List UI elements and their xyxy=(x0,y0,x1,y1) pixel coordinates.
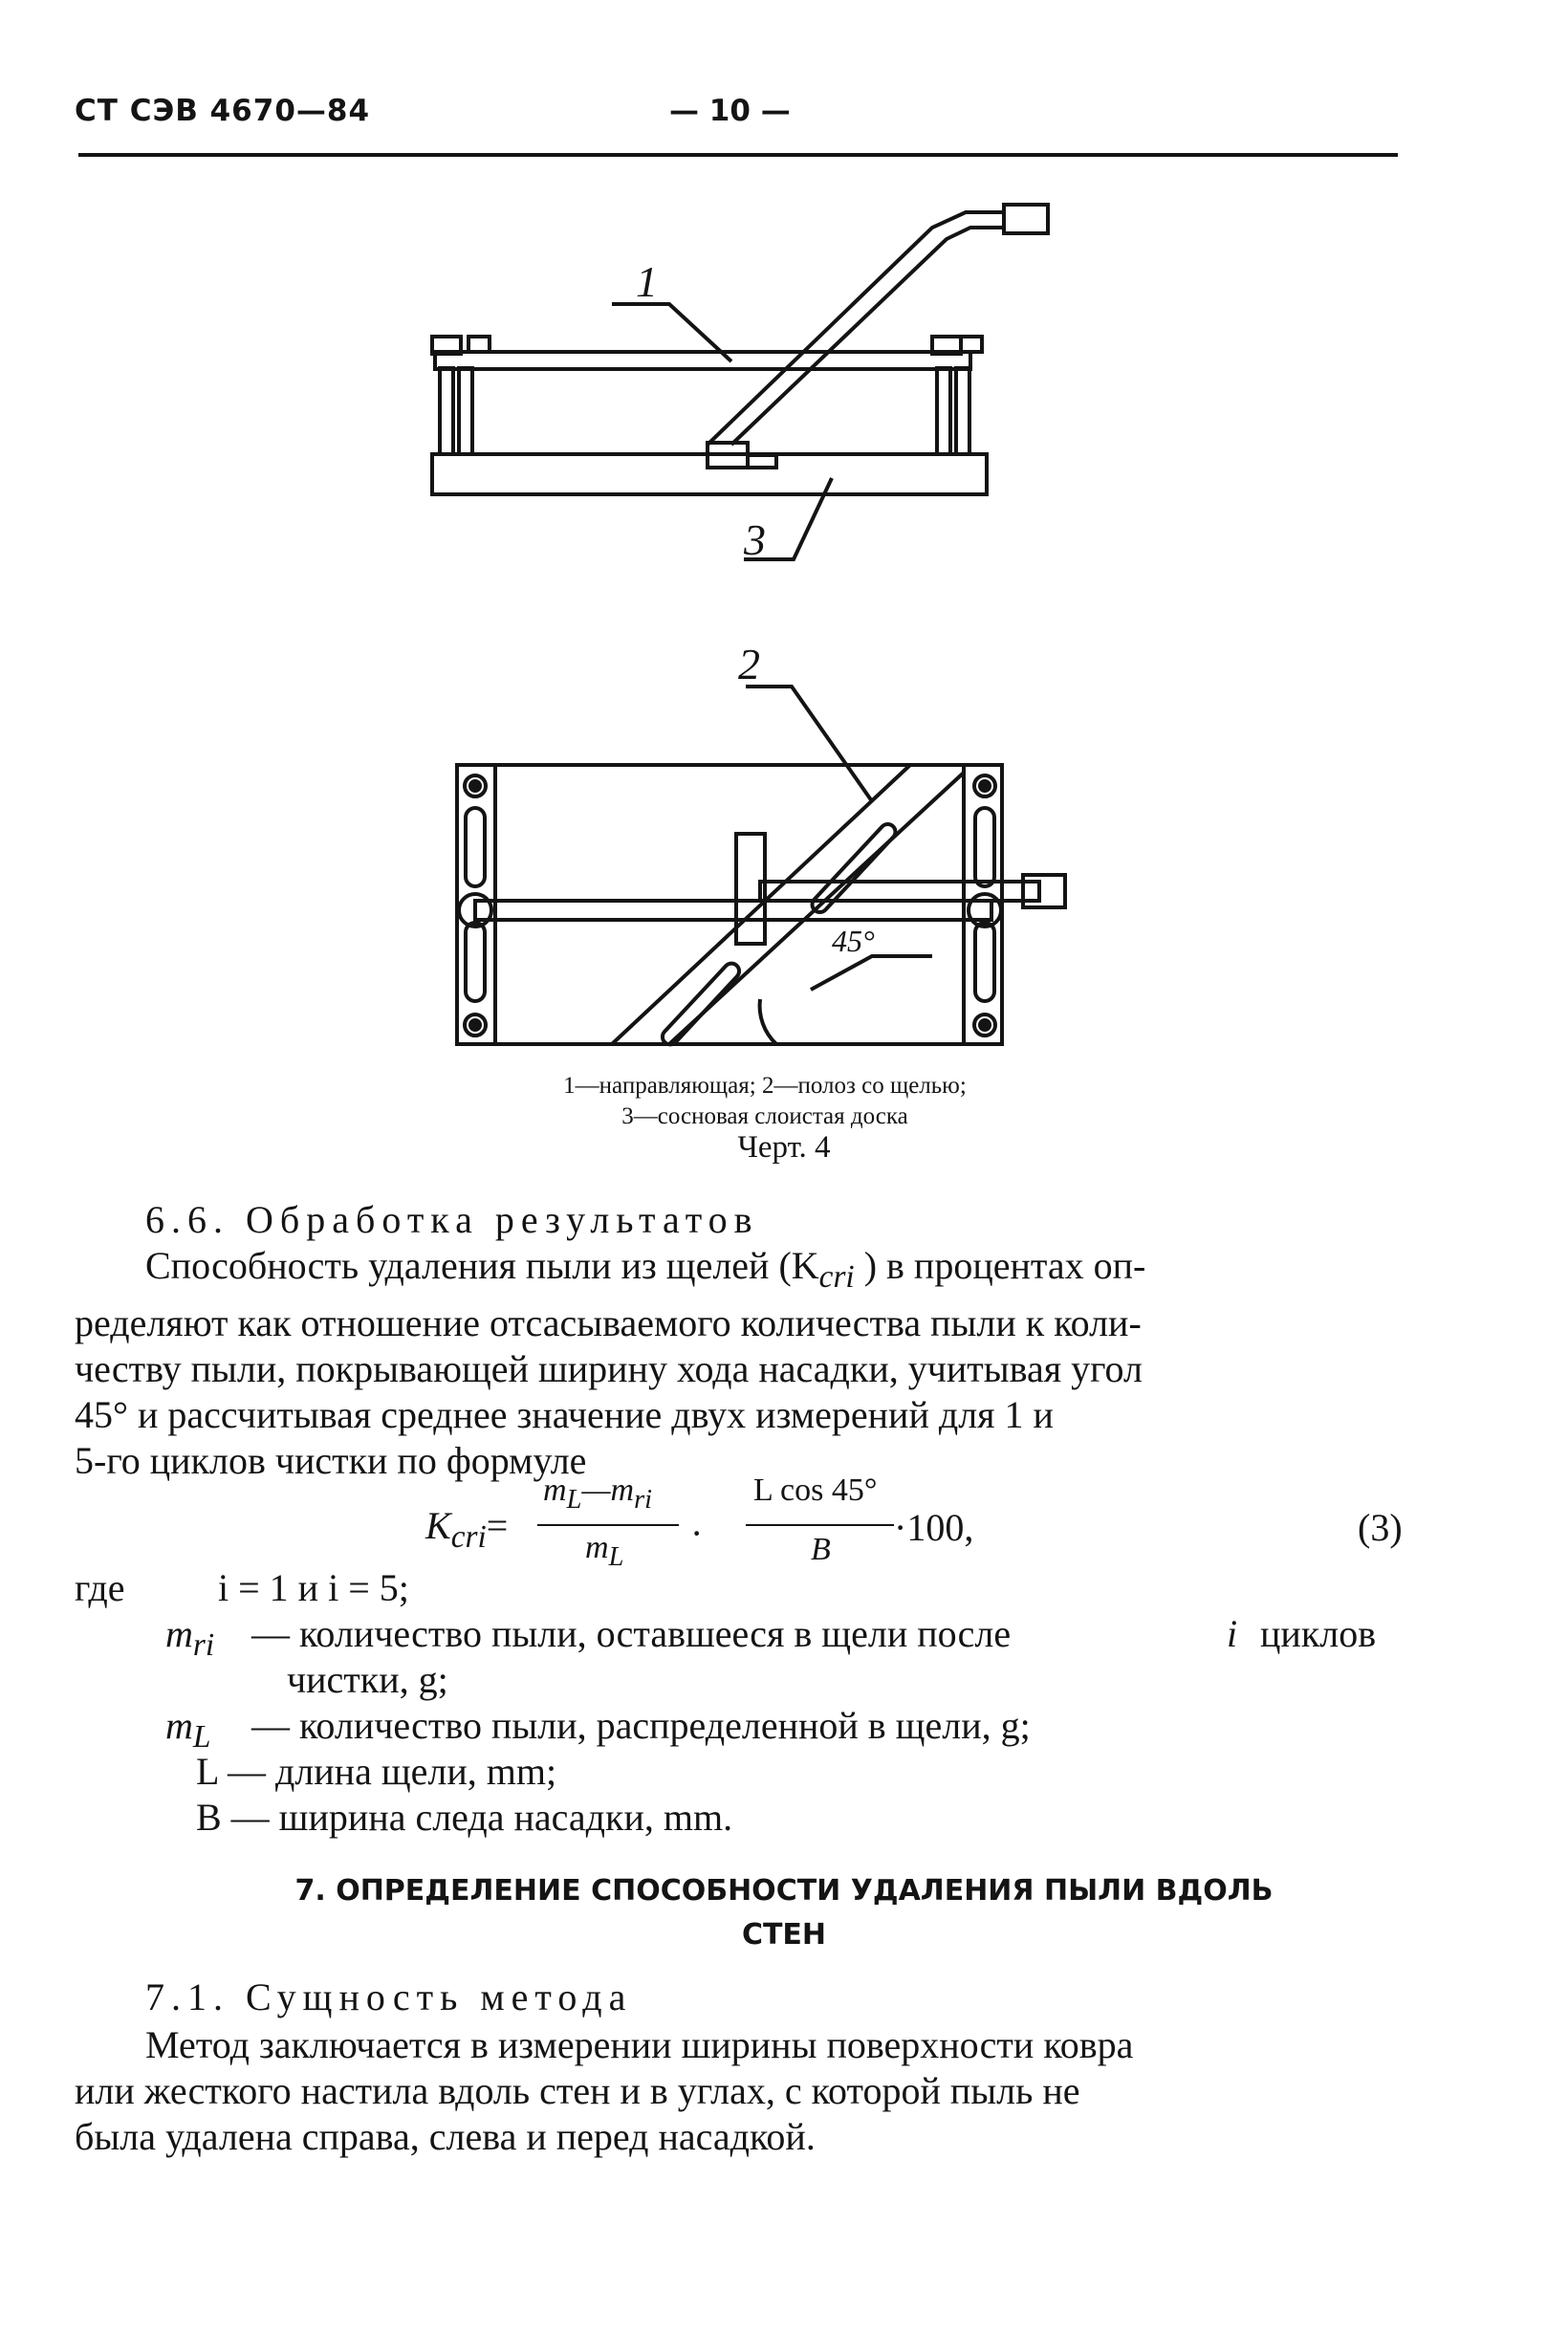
body-line-5: 5-го циклов чистки по формуле xyxy=(75,1439,587,1482)
technical-drawing xyxy=(0,0,1568,1128)
figure-label: Черт. 4 xyxy=(737,1130,831,1165)
callout-2: 2 xyxy=(738,640,760,688)
section-7-heading: 7. ОПРЕДЕЛЕНИЕ СПОСОБНОСТИ УДАЛЕНИЯ ПЫЛИ ВДОЛЬ СТЕН xyxy=(294,1874,1274,1952)
body-line-1: Способность удаления пыли из щелей ($K_{cri}$ ) в процентах оп- xyxy=(145,1244,1146,1295)
body-line-2: ределяют как отношение отсасываемого количества пыли к коли- xyxy=(75,1301,1142,1344)
variable-definitions: где i = 1 и i = 5; $m_{ri}$ — количество пыли, оставшееся в щели после i циклов чистки, g; $m_L$ — количество пыли, распределенной в щели, g; L — длина щели, mm; B — ширина следа насадки, mm. xyxy=(75,1566,1377,1839)
standard-code: СТ СЭВ 4670—84 xyxy=(75,94,371,128)
side-view xyxy=(432,205,1048,559)
caption-line-1: 1—направляющая; 2—полоз со щелью; xyxy=(563,1073,967,1099)
figure-caption xyxy=(468,1071,1061,1132)
formula-number: (3) xyxy=(1358,1506,1403,1549)
section-6-6-title: 6.6. Обработка результатов xyxy=(145,1198,759,1241)
body-line-2: или жесткого настила вдоль стен и в углах, с которой пыль не xyxy=(75,2069,1080,2112)
plan-view xyxy=(457,687,1065,1048)
guide-rail-1 xyxy=(435,352,970,369)
body-line-3: честву пыли, покрывающей ширину хода насадки, учитывая угол xyxy=(75,1347,1143,1390)
body-line-1: Метод заключается в измерении ширины поверхности ковра xyxy=(145,2023,1134,2066)
frame xyxy=(457,765,1002,1044)
caption-line-2: 3—сосновая слоистая доска xyxy=(621,1103,908,1129)
body-line-4: 45° и рассчитывая среднее значение двух измерений для 1 и xyxy=(75,1393,1054,1436)
angle-label: 45° xyxy=(832,924,875,958)
callout-3: 3 xyxy=(744,515,766,564)
body-line-3: была удалена справа, слева и перед насадкой. xyxy=(75,2115,816,2158)
callout-1: 1 xyxy=(636,257,658,306)
section-7-1-title: 7.1. Сущность метода xyxy=(145,1975,633,2018)
section-7-1-body xyxy=(75,2022,1404,2160)
page-number: — 10 — xyxy=(669,94,791,128)
section-6-6-body xyxy=(75,1243,1404,1484)
